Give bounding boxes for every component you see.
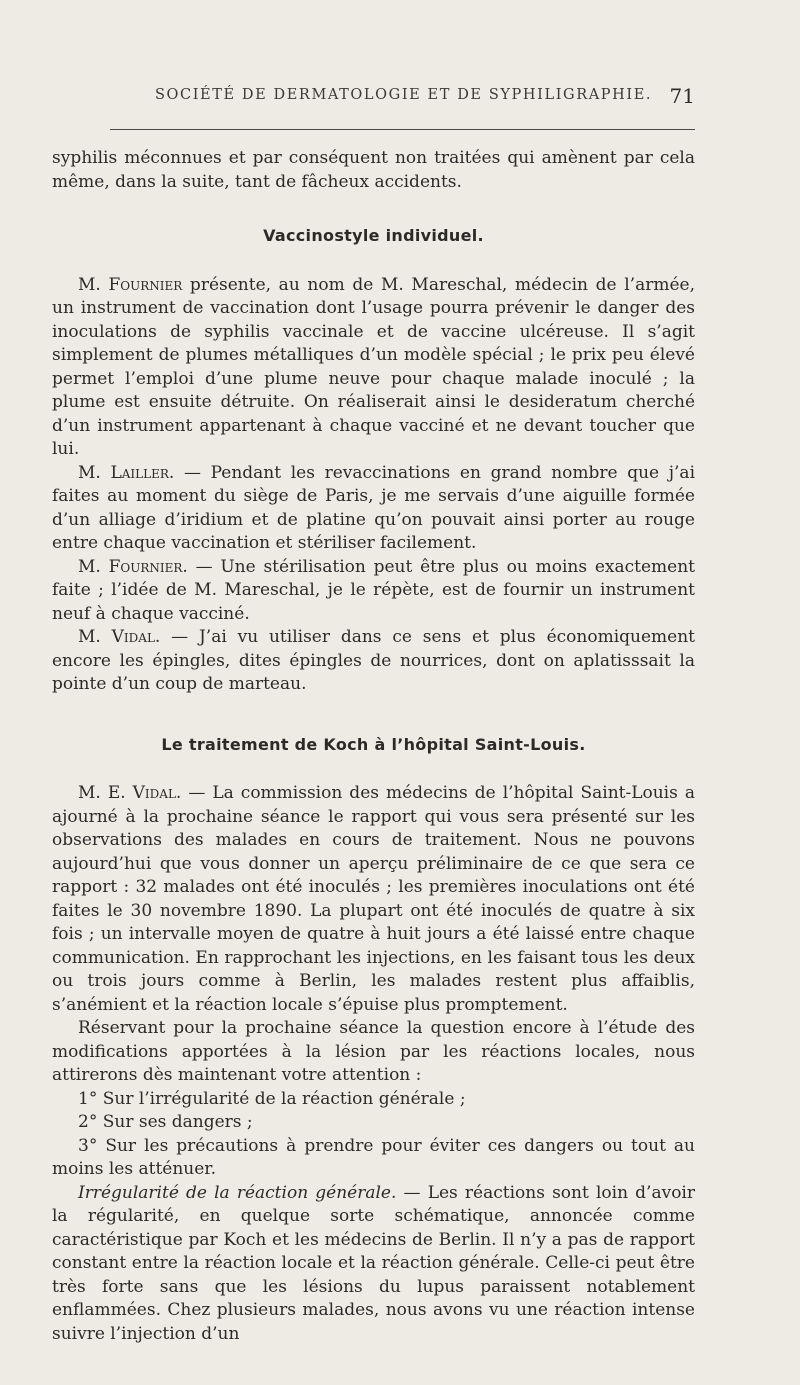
paragraph — [52, 556, 695, 627]
speaker: M. Fournier — [78, 274, 183, 295]
speaker: M. Fournier. — [78, 556, 188, 577]
paragraph — [52, 782, 695, 1017]
speaker: M. Vidal. — [78, 627, 161, 647]
speaker: M. Lailler. — [78, 462, 175, 483]
speech: — J’ai vu utiliser dans ce sens et plus économiquement encore les épingles, dites épingles de nourrices, dont on aplatisssait la pointe d’un coup de marteau. — [52, 627, 695, 694]
page-number: 71 — [669, 84, 695, 108]
paragraph — [52, 274, 695, 462]
speech: — La commission des médecins de l’hôpital Saint-Louis a ajourné à la prochaine séance le rapport qui vous sera présenté sur les observations des malades en cours de traitement. Nous ne pouvons aujourd’hui que vous donner un aperçu préliminaire de ce que sera ce rapport : 32 malades ont été inoculés ; les premières inoculations ont été faites le 30 novembre 1890. La plupart ont été inoculés de quatre à six fois ; un intervalle moyen de quatre à huit jours a été laissé entre chaque communication. En rapprochant les injections, en les faisant tous les deux ou trois jours comme à Berlin, les malades restent plus affaiblis, s’anémient et la réaction locale s’épuise plus promptement. — [52, 783, 695, 1015]
list-item: 1° Sur l’irrégularité de la réaction générale ; — [78, 1088, 466, 1109]
paragraph: syphilis méconnues et par conséquent non traitées qui amènent par cela même, dans la suite, tant de fâcheux accidents. — [52, 148, 695, 192]
section-title-vaccinostyle: Vaccinostyle individuel. — [263, 226, 484, 245]
header-rule — [110, 129, 695, 130]
list-item: 3° Sur les précautions à prendre pour éviter ces dangers ou tout au moins les atténuer. — [52, 1135, 695, 1179]
running-title: SOCIÉTÉ DE DERMATOLOGIE ET DE SYPHILIGRAPHIE. — [155, 87, 653, 103]
paragraph — [52, 626, 695, 697]
section-title-koch: Le traitement de Koch à l’hôpital Saint-Louis. — [161, 734, 586, 754]
body-text — [52, 147, 695, 1346]
speaker: M. E. Vidal. — [78, 783, 182, 803]
speech: — Pendant les revaccinations en grand nombre que j’ai faites au moment du siège de Paris, je me servais d’une aiguille formée d’un alliage d’iridium et de platine qu’on pouvait ainsi porter au rouge entre chaque vaccination et stériliser facilement. — [52, 462, 696, 553]
speech: présente, au nom de M. Mareschal, médecin de l’armée, un instrument de vaccination dont l’usage pourra prévenir le danger des inoculations de syphilis vaccinale et de vaccine ulcéreuse. Il s’agit simplement de plumes métalliques d’un modèle spécial ; le prix peu élevé permet l’emploi d’une plume neuve pour chaque malade inoculé ; la plume est ensuite détruite. On réaliserait ainsi le desideratum cherché d’un instrument appartenant à chaque vacciné et ne devant toucher que lui. — [52, 274, 695, 459]
speech: — Une stérilisation peut être plus ou moins exactement faite ; l’idée de M. Mareschal, je le répète, est de fournir un instrument neuf à chaque vacciné. — [52, 556, 696, 624]
italic-lead: Irrégularité de la réaction générale. — [78, 1182, 397, 1203]
paragraph: Réservant pour la prochaine séance la question encore à l’étude des modifications apportées à la lésion par les réactions locales, nous attirerons dès maintenant votre attention : — [52, 1018, 695, 1085]
paragraph — [52, 462, 695, 556]
list-item: 2° Sur ses dangers ; — [78, 1112, 253, 1132]
speech: — Les réactions sont loin d’avoir la régularité, en quelque sorte schématique, annoncée comme caractéristique par Koch et les médecins de Berlin. Il n’y a pas de rapport constant entre la réaction locale et la réaction générale. Celle-ci peut être très forte sans que les lésions du lupus paraissent notablement enflammées. Chez plusieurs malades, nous avons vu une réaction intense suivre l’injection d’un — [52, 1182, 695, 1344]
page-header — [52, 84, 697, 114]
paragraph — [52, 1182, 695, 1347]
